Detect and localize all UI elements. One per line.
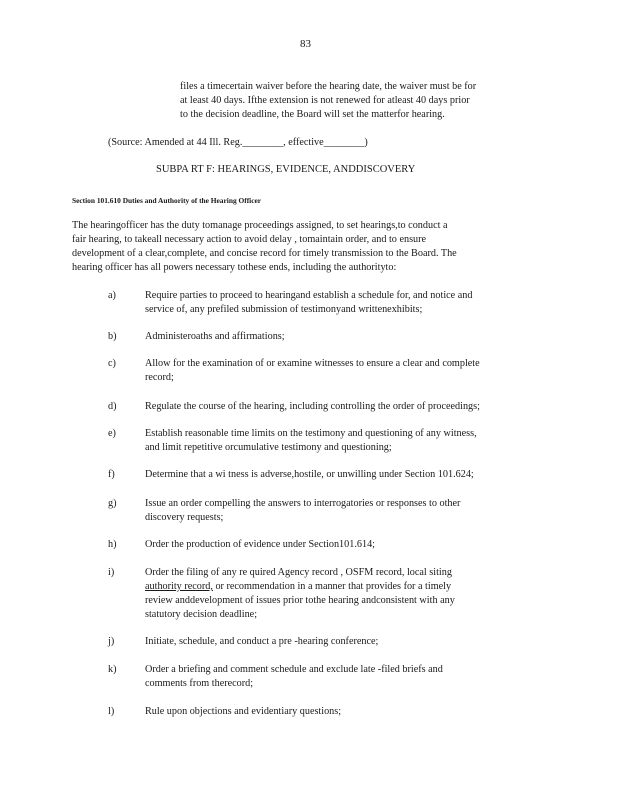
list-item-line: and limit repetitive orcumulative testimony and questioning; [145,442,392,453]
item-label: f) [108,469,115,480]
list-item-line: Allow for the examination of or examine witnesses to ensure a clear and complete [145,358,480,369]
list-item-line: Administeroaths and affirmations; [145,331,285,342]
item-label: d) [108,401,117,412]
item-label: h) [108,539,117,550]
list-item-line: Order the production of evidence under Section101.614; [145,539,375,550]
list-item-line: discovery requests; [145,512,224,523]
paragraph-line: development of a clear,complete, and concise record for timely transmission to the Board. The [72,248,457,259]
list-item-line: Issue an order compelling the answers to interrogatories or responses to other [145,498,461,509]
page-number: 83 [300,38,311,50]
source-note: (Source: Amended at 44 Ill. Reg.________, effective________) [108,137,368,148]
list-item-line: Initiate, schedule, and conduct a pre -hearing conference; [145,636,379,647]
paragraph-line: hearing officer has all powers necessary tothese ends, including the authorityto: [72,262,397,273]
item-label: e) [108,428,116,439]
list-item-line: statutory decision deadline; [145,609,258,620]
list-item-line: Require parties to proceed to hearingand establish a schedule for, and notice and [145,290,473,301]
paragraph-line: The hearingofficer has the duty tomanage proceedings assigned, to set hearings,to conduct a [72,220,448,231]
text-run: or recommendation in a manner that provides for a timely [212,581,452,592]
list-item-line: service of, any prefiled submission of testimonyand writtenexhibits; [145,304,423,315]
list-item-line: comments from therecord; [145,678,254,689]
underlined-text: authority record, [145,581,213,592]
list-item-line: Determine that a wi tness is adverse,hostile, or unwilling under Section 101.624; [145,469,474,480]
paragraph-line: fair hearing, to takeall necessary action to avoid delay , tomaintain order, and to ensure [72,234,427,245]
item-label: g) [108,498,117,509]
intro-line: files a timecertain waiver before the hearing date, the waiver must be for [180,81,477,92]
item-label: i) [108,567,115,578]
item-label: a) [108,290,116,301]
list-item-line: Regulate the course of the hearing, including controlling the order of proceedings; [145,401,480,412]
list-item-line [145,580,451,594]
item-label: c) [108,358,116,369]
item-label: j) [108,636,115,647]
list-item-line: review anddevelopment of issues prior tothe hearing andconsistent with any [145,595,455,606]
subpart-heading: SUBPA RT F: HEARINGS, EVIDENCE, ANDDISCOVERY [156,164,416,175]
list-item-line: Order a briefing and comment schedule and exclude late -filed briefs and [145,664,443,675]
section-heading: Section 101.610 Duties and Authority of the Hearing Officer [72,196,262,205]
list-item-line: Establish reasonable time limits on the testimony and questioning of any witness, [145,428,477,439]
list-item-line: Rule upon objections and evidentiary questions; [145,706,342,717]
item-label: k) [108,664,117,675]
item-label: b) [108,331,117,342]
list-item-line: record; [145,372,174,383]
intro-line: to the decision deadline, the Board will set the matterfor hearing. [180,109,445,120]
item-label: l) [108,706,115,717]
intro-line: at least 40 days. Ifthe extension is not renewed for atleast 40 days prior [180,95,470,106]
list-item-line: Order the filing of any re quired Agency record , OSFM record, local siting [145,567,452,578]
